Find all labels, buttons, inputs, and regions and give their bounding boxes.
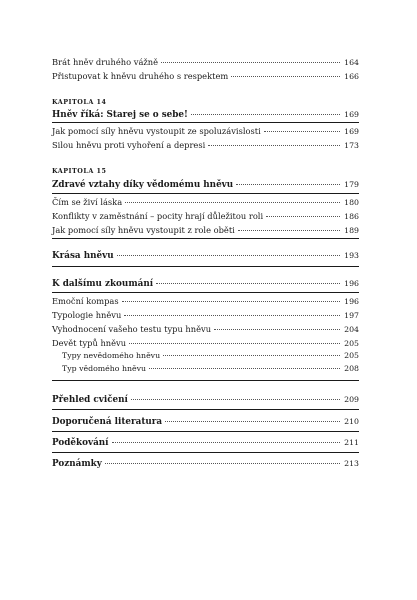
- dot-leader: [112, 442, 341, 443]
- dot-leader: [129, 343, 340, 344]
- toc-entry-title: Typ vědomého hněvu: [62, 364, 147, 373]
- section-rule: [52, 431, 359, 432]
- toc-entry-page: 179: [344, 180, 359, 189]
- dot-leader: [117, 255, 341, 256]
- toc-entry-title: Přehled cvičení: [52, 395, 128, 405]
- toc-entry-page: 166: [344, 72, 359, 81]
- toc-entry-page: 189: [344, 226, 359, 235]
- toc-entry-page: 204: [344, 325, 359, 334]
- toc-entry: [52, 126, 359, 137]
- section-rule: [52, 266, 359, 267]
- toc-entry: [52, 57, 359, 68]
- toc-entry-title: Poděkování: [52, 438, 109, 448]
- chapter-title: [52, 180, 359, 190]
- toc-entry-page: 173: [344, 141, 359, 150]
- toc-entry-page: 169: [344, 127, 359, 136]
- dot-leader: [238, 230, 340, 231]
- chapter-rule: [52, 193, 359, 194]
- section-title: [52, 251, 359, 261]
- toc-entry: [52, 140, 359, 151]
- toc-entry-page: 208: [344, 364, 359, 373]
- dot-leader: [131, 399, 340, 400]
- toc-entry: [52, 211, 359, 222]
- toc-entry-page: 205: [344, 351, 359, 360]
- toc-entry-page: 164: [344, 58, 359, 67]
- toc-entry-title: Jak pomocí síly hněvu vystoupit ze spoluzávislosti: [52, 126, 261, 136]
- toc-entry-page: 193: [344, 251, 359, 260]
- chapter-rule: [52, 122, 359, 123]
- toc-entry-title: Devět typů hněvu: [52, 338, 127, 348]
- toc-entry-title: Vyhodnocení vašeho testu typu hněvu: [52, 324, 212, 334]
- toc-entry-page: 169: [344, 110, 359, 119]
- toc-entry-title: Typy nevědomého hněvu: [62, 351, 161, 360]
- section-rule: [52, 452, 359, 453]
- dot-leader: [105, 463, 340, 464]
- section-rule: [52, 380, 359, 381]
- toc-entry: [52, 324, 359, 335]
- toc-entry: [52, 310, 359, 321]
- toc-entry-page: 197: [344, 311, 359, 320]
- toc-entry-title: Hněv říká: Starej se o sebe!: [52, 110, 188, 120]
- toc-subentry: [62, 364, 359, 374]
- toc-entry-title: Zdravé vztahy díky vědomému hněvu: [52, 180, 234, 190]
- toc-entry-page: 196: [344, 279, 359, 288]
- dot-leader: [214, 329, 340, 330]
- toc-entry: [52, 296, 359, 307]
- dot-leader: [231, 76, 340, 77]
- toc-entry-title: Konflikty v zaměstnání – pocity hrají důležitou roli: [52, 211, 264, 221]
- dot-leader: [208, 145, 340, 146]
- toc-entry-title: Přistupovat k hněvu druhého s respektem: [52, 71, 229, 81]
- toc-entry-title: Jak pomocí síly hněvu vystoupit z role oběti: [52, 225, 235, 235]
- dot-leader: [266, 216, 340, 217]
- section-rule: [52, 292, 359, 293]
- dot-leader: [156, 283, 340, 284]
- toc-entry-title: Typologie hněvu: [52, 310, 122, 320]
- toc-entry-title: Doporučená literatura: [52, 417, 163, 427]
- chapter-label: KAPITOLA 15: [52, 167, 107, 175]
- section-title: [52, 395, 359, 405]
- dot-leader: [163, 355, 340, 356]
- toc-entry: [52, 225, 359, 236]
- toc-entry-title: Poznámky: [52, 459, 102, 469]
- dot-leader: [264, 131, 340, 132]
- section-title: [52, 279, 359, 289]
- section-rule: [52, 238, 359, 239]
- toc-entry: [52, 71, 359, 82]
- toc-entry-page: 205: [344, 339, 359, 348]
- toc-entry-title: Krása hněvu: [52, 251, 114, 261]
- toc-entry-page: 196: [344, 297, 359, 306]
- toc-entry-title: Brát hněv druhého vážně: [52, 57, 159, 67]
- section-rule: [52, 409, 359, 410]
- dot-leader: [165, 421, 340, 422]
- dot-leader: [236, 184, 340, 185]
- dot-leader: [149, 368, 340, 369]
- toc-subentry: [62, 351, 359, 361]
- toc-entry-page: 186: [344, 212, 359, 221]
- section-title: [52, 438, 359, 448]
- section-title: [52, 417, 359, 427]
- dot-leader: [122, 301, 341, 302]
- toc-entry-title: Emoční kompas: [52, 296, 119, 306]
- section-title: [52, 459, 359, 469]
- toc-entry-page: 180: [344, 198, 359, 207]
- toc-entry-page: 209: [344, 395, 359, 404]
- toc-entry-title: Čím se živí láska: [52, 197, 123, 207]
- toc-entry-page: 210: [344, 417, 359, 426]
- chapter-label: KAPITOLA 14: [52, 98, 107, 106]
- toc-entry-page: 213: [344, 459, 359, 468]
- toc-entry-page: 211: [344, 438, 359, 447]
- toc-entry: [52, 197, 359, 208]
- dot-leader: [161, 62, 340, 63]
- dot-leader: [125, 202, 340, 203]
- toc-entry-title: K dalšímu zkoumání: [52, 279, 154, 289]
- dot-leader: [191, 114, 340, 115]
- toc-entry: [52, 338, 359, 349]
- dot-leader: [124, 315, 340, 316]
- chapter-title: [52, 110, 359, 120]
- toc-entry-title: Silou hněvu proti vyhoření a depresi: [52, 140, 206, 150]
